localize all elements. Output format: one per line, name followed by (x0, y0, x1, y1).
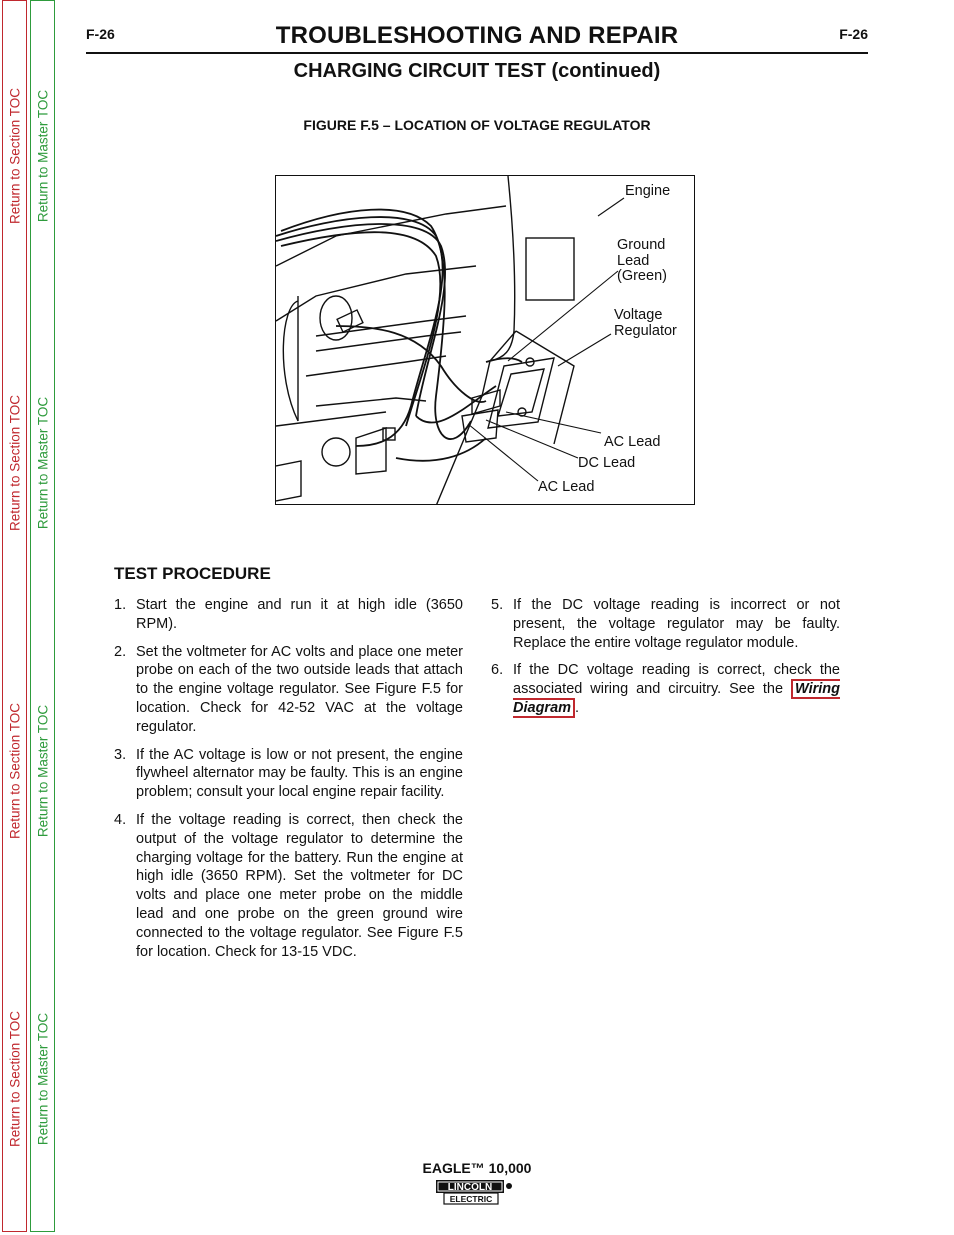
step-text: If the DC voltage reading is correct, check the associated wiring and circuitry. See the (513, 662, 840, 698)
procedure-step (491, 661, 840, 717)
master-toc-sidebar (30, 0, 55, 1232)
step-text: If the AC voltage is low or not present, the engine flywheel alternator may be faulty. This is an engine problem; consult your local engine repair facility. (136, 746, 463, 801)
page-number-left: F-26 (86, 26, 115, 42)
step-text: If the DC voltage reading is incorrect or not present, the voltage regulator may be faulty. Replace the entire voltage regulator module. (513, 597, 840, 651)
label-ground-lead-line1: Ground (617, 237, 666, 253)
procedure-step (114, 746, 463, 802)
section-title: TROUBLESHOOTING AND REPAIR (275, 22, 679, 49)
return-to-master-toc-link[interactable]: Return to Master TOC (35, 1012, 50, 1146)
test-procedure-heading: TEST PROCEDURE (114, 564, 271, 583)
procedure-step (114, 596, 463, 634)
procedure-column-left (114, 596, 463, 970)
label-ground-lead-line3: (Green) (617, 268, 667, 284)
return-to-section-toc-link[interactable]: Return to Section TOC (7, 702, 22, 840)
return-to-section-toc-link[interactable]: Return to Section TOC (7, 1010, 22, 1148)
page-number-right: F-26 (839, 26, 868, 42)
lincoln-electric-logo (436, 1179, 514, 1206)
step-number: 5. (491, 597, 504, 613)
procedure-step (114, 643, 463, 737)
header-divider (86, 52, 868, 54)
label-engine: Engine (625, 183, 671, 199)
logo-text-top: LINCOLN (447, 1182, 493, 1193)
return-to-section-toc-link[interactable]: Return to Section TOC (7, 394, 22, 532)
label-ac-lead-top: AC Lead (604, 434, 661, 450)
procedure-step (491, 596, 840, 652)
return-to-master-toc-link[interactable]: Return to Master TOC (35, 396, 50, 530)
step-text: Start the engine and run it at high idle (3650 RPM). (136, 597, 463, 632)
step-number: 6. (491, 662, 504, 679)
label-dc-lead: DC Lead (578, 455, 636, 471)
step-number: 2. (114, 643, 127, 660)
wiring-diagram-link[interactable]: Wiring Diagram (513, 681, 840, 716)
model-name: EAGLE™ 10,000 (422, 1160, 532, 1176)
step-text-end: . (575, 699, 580, 716)
return-to-master-toc-link[interactable]: Return to Master TOC (35, 704, 50, 838)
step-number: 4. (114, 811, 127, 828)
step-number: 1. (114, 597, 127, 613)
label-voltage-regulator-line2: Regulator (614, 323, 677, 339)
return-to-section-toc-link[interactable]: Return to Section TOC (7, 87, 22, 225)
procedure-column-right (491, 596, 840, 727)
logo-text-bottom: ELECTRIC (449, 1194, 493, 1204)
step-text: Set the voltmeter for AC volts and place one meter probe on each of the two outside leads that attach to the engine voltage regulator. See Figure F.5 for location. Check for 42-52 VAC at the voltage regulator. (136, 643, 463, 735)
procedure-step (114, 811, 463, 961)
return-to-master-toc-link[interactable]: Return to Master TOC (35, 89, 50, 223)
label-voltage-regulator-line1: Voltage (614, 307, 663, 323)
step-text: If the voltage reading is correct, then check the output of the voltage regulator to determine the charging voltage for the battery. Run the engine at high idle (3650 RPM). Set the voltmeter for DC volts and place one meter probe on the middle lead and one probe on the green ground wire connected to the voltage regulator. See Figure F.5 for location. Check for 13-15 VDC. (136, 811, 463, 960)
figure-voltage-regulator (275, 175, 695, 505)
figure-caption: FIGURE F.5 – LOCATION OF VOLTAGE REGULATOR (303, 117, 651, 133)
label-ground-lead-line2: Lead (617, 253, 650, 269)
section-toc-sidebar (2, 0, 27, 1232)
label-ac-lead-bottom: AC Lead (538, 479, 595, 495)
page-subtitle: CHARGING CIRCUIT TEST (continued) (293, 60, 661, 82)
step-number: 3. (114, 746, 127, 763)
